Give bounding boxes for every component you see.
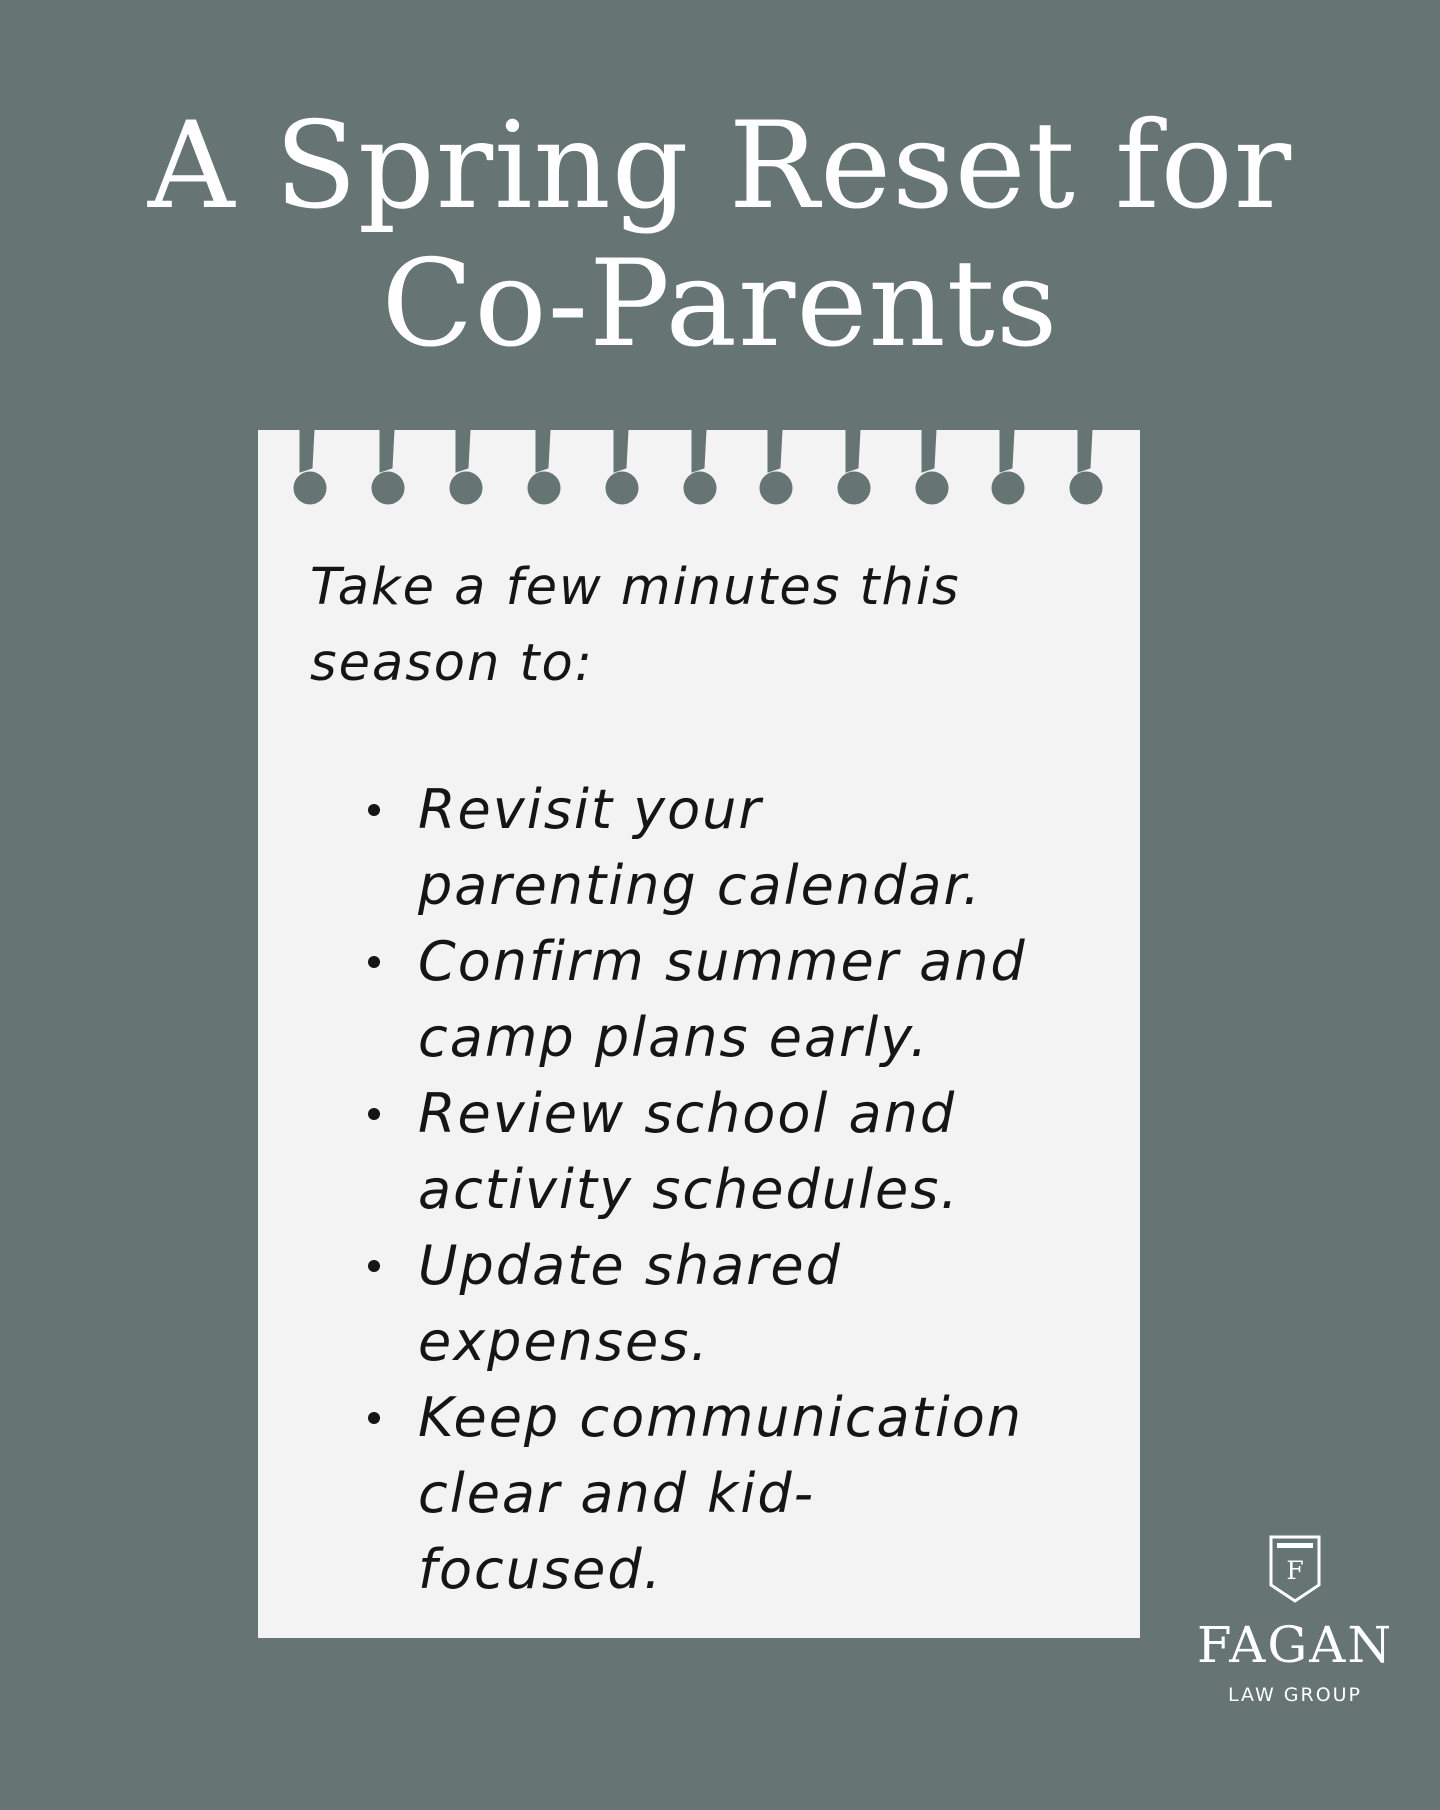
list-item-line-2: expenses.	[418, 1310, 710, 1373]
list-item-line-3: focused.	[418, 1538, 663, 1601]
task-list	[418, 772, 1138, 1608]
list-item-line-2: camp plans early.	[418, 1006, 930, 1069]
brand-subtitle: LAW GROUP	[1227, 1684, 1363, 1706]
list-item	[418, 1380, 1138, 1608]
list-item	[418, 1228, 1138, 1380]
binder-ring-icon	[372, 430, 404, 504]
intro-line-1: Take a few minutes this	[310, 558, 961, 617]
notepad-card	[258, 430, 1140, 1638]
binder-ring-icon	[294, 430, 326, 504]
bullet-icon	[368, 956, 380, 968]
logo-letter: F	[1286, 1556, 1304, 1585]
list-item-line-1: Confirm summer and	[418, 930, 1027, 993]
list-item-line-1: Review school and	[418, 1082, 957, 1145]
page-title	[0, 98, 1440, 374]
list-item-line-2: parenting calendar.	[418, 854, 982, 917]
bullet-icon	[368, 1412, 380, 1424]
intro-text	[310, 550, 1100, 702]
bullet-icon	[368, 1108, 380, 1120]
binder-ring-icon	[450, 430, 482, 504]
title-line-1: A Spring Reset for	[147, 97, 1293, 236]
list-item	[418, 924, 1138, 1076]
brand-name: FAGAN	[1196, 1616, 1394, 1674]
title-line-2: Co-Parents	[381, 235, 1059, 374]
list-item-line-2: activity schedules.	[418, 1158, 960, 1221]
binder-ring-icon	[528, 430, 560, 504]
list-item-line-1: Revisit your	[418, 778, 763, 841]
binder-ring-icon	[606, 430, 638, 504]
binder-ring-icon	[760, 430, 792, 504]
list-item-line-1: Keep communication	[418, 1386, 1023, 1449]
list-item	[418, 1076, 1138, 1228]
brand-logo	[1170, 1535, 1420, 1715]
list-item-line-2: clear and kid-	[418, 1462, 816, 1525]
binder-ring-icon	[992, 430, 1024, 504]
list-item-line-1: Update shared	[418, 1234, 842, 1297]
bullet-icon	[368, 1260, 380, 1272]
intro-line-2: season to:	[310, 634, 594, 693]
binder-ring-icon	[1070, 430, 1102, 504]
binder-ring-icon	[838, 430, 870, 504]
bullet-icon	[368, 804, 380, 816]
binder-rings	[258, 430, 1140, 530]
binder-ring-icon	[684, 430, 716, 504]
list-item	[418, 772, 1138, 924]
shield-logo-icon	[1267, 1535, 1323, 1605]
binder-ring-icon	[916, 430, 948, 504]
